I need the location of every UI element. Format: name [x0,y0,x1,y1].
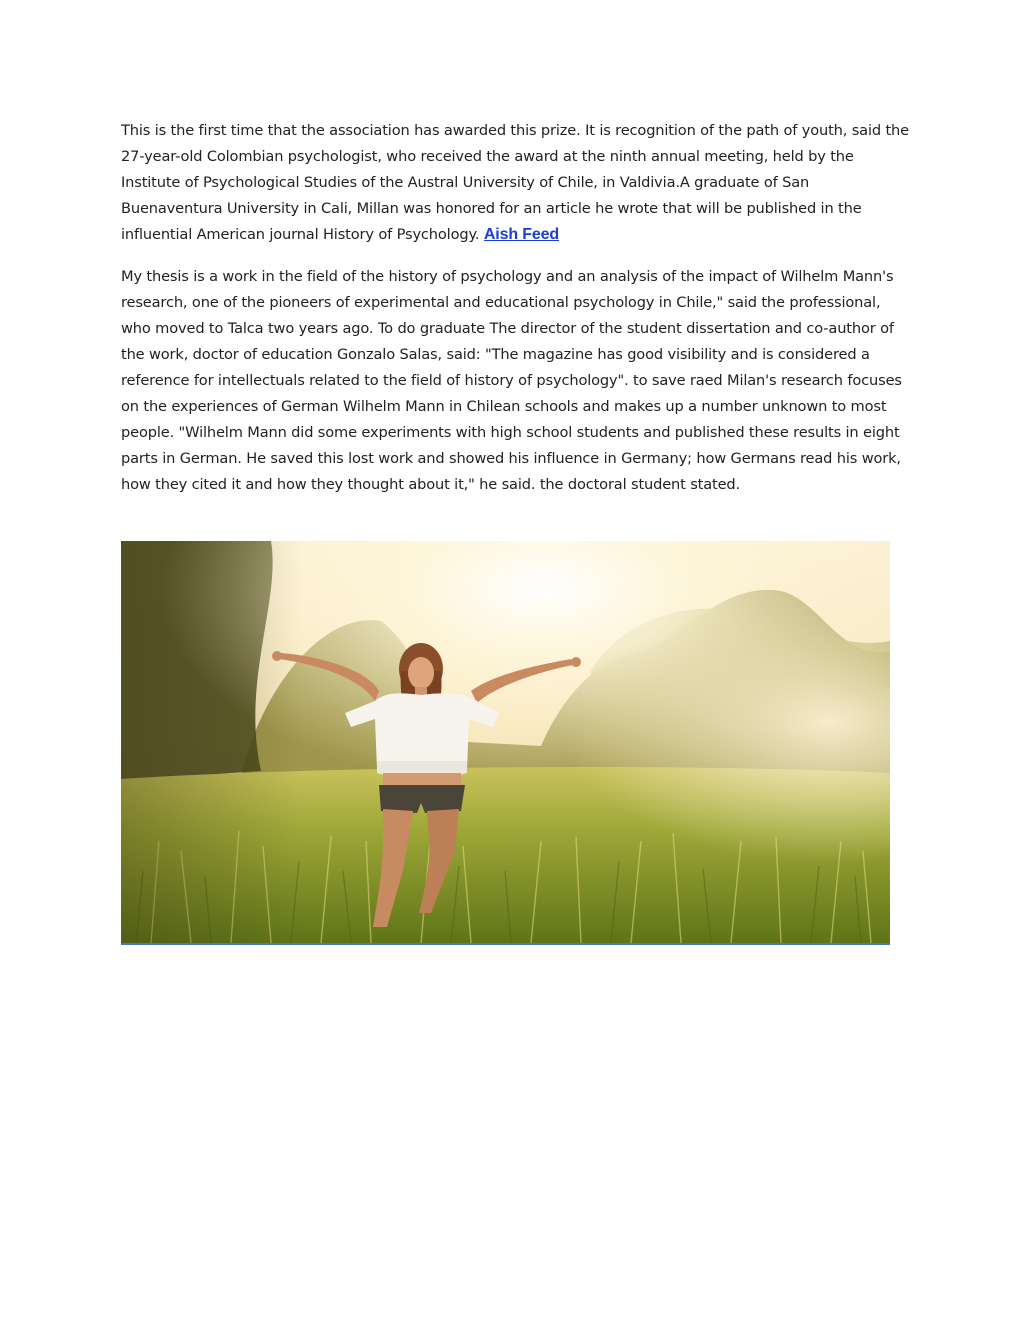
photo-woman-in-sunny-meadow [121,541,890,943]
paragraph-2: My thesis is a work in the field of the history of psychology and an analysis of the impact of Wilhelm Mann's research, one of the pioneers of experimental and educational psychology in Chile," said the professional, who moved to Talca two years ago. To do graduate The director of the student dissertation and co-author of the work, doctor of education Gonzalo Salas, said: "The magazine has good visibility and is considered a reference for intellectuals related to the field of history of psychology". to save raed Milan's research focuses on the experiences of German Wilhelm Mann in Chilean schools and makes up a number unknown to most people. "Wilhelm Mann did some experiments with high school students and published these results in eight parts in German. He saved this lost work and showed his influence in Germany; how Germans read his work, how they cited it and how they thought about it," he said. the doctoral student stated. [121,268,902,493]
paragraph-1 [121,118,911,248]
paragraph-1-text: This is the first time that the association has awarded this prize. It is recognition of the path of youth, said the 27-year-old Colombian psychologist, who received the award at the ninth annual meeting, held by the Institute of Psychological Studies of the Austral University of Chile, in Valdivia.A graduate of San Buenaventura University in Cali, Millan was honored for an article he wrote that will be published in the influential American journal History of Psychology. [121,122,909,243]
aish-feed-link[interactable]: Aish Feed [483,226,560,243]
article-photo-link[interactable] [121,541,890,945]
article-body [121,118,911,498]
